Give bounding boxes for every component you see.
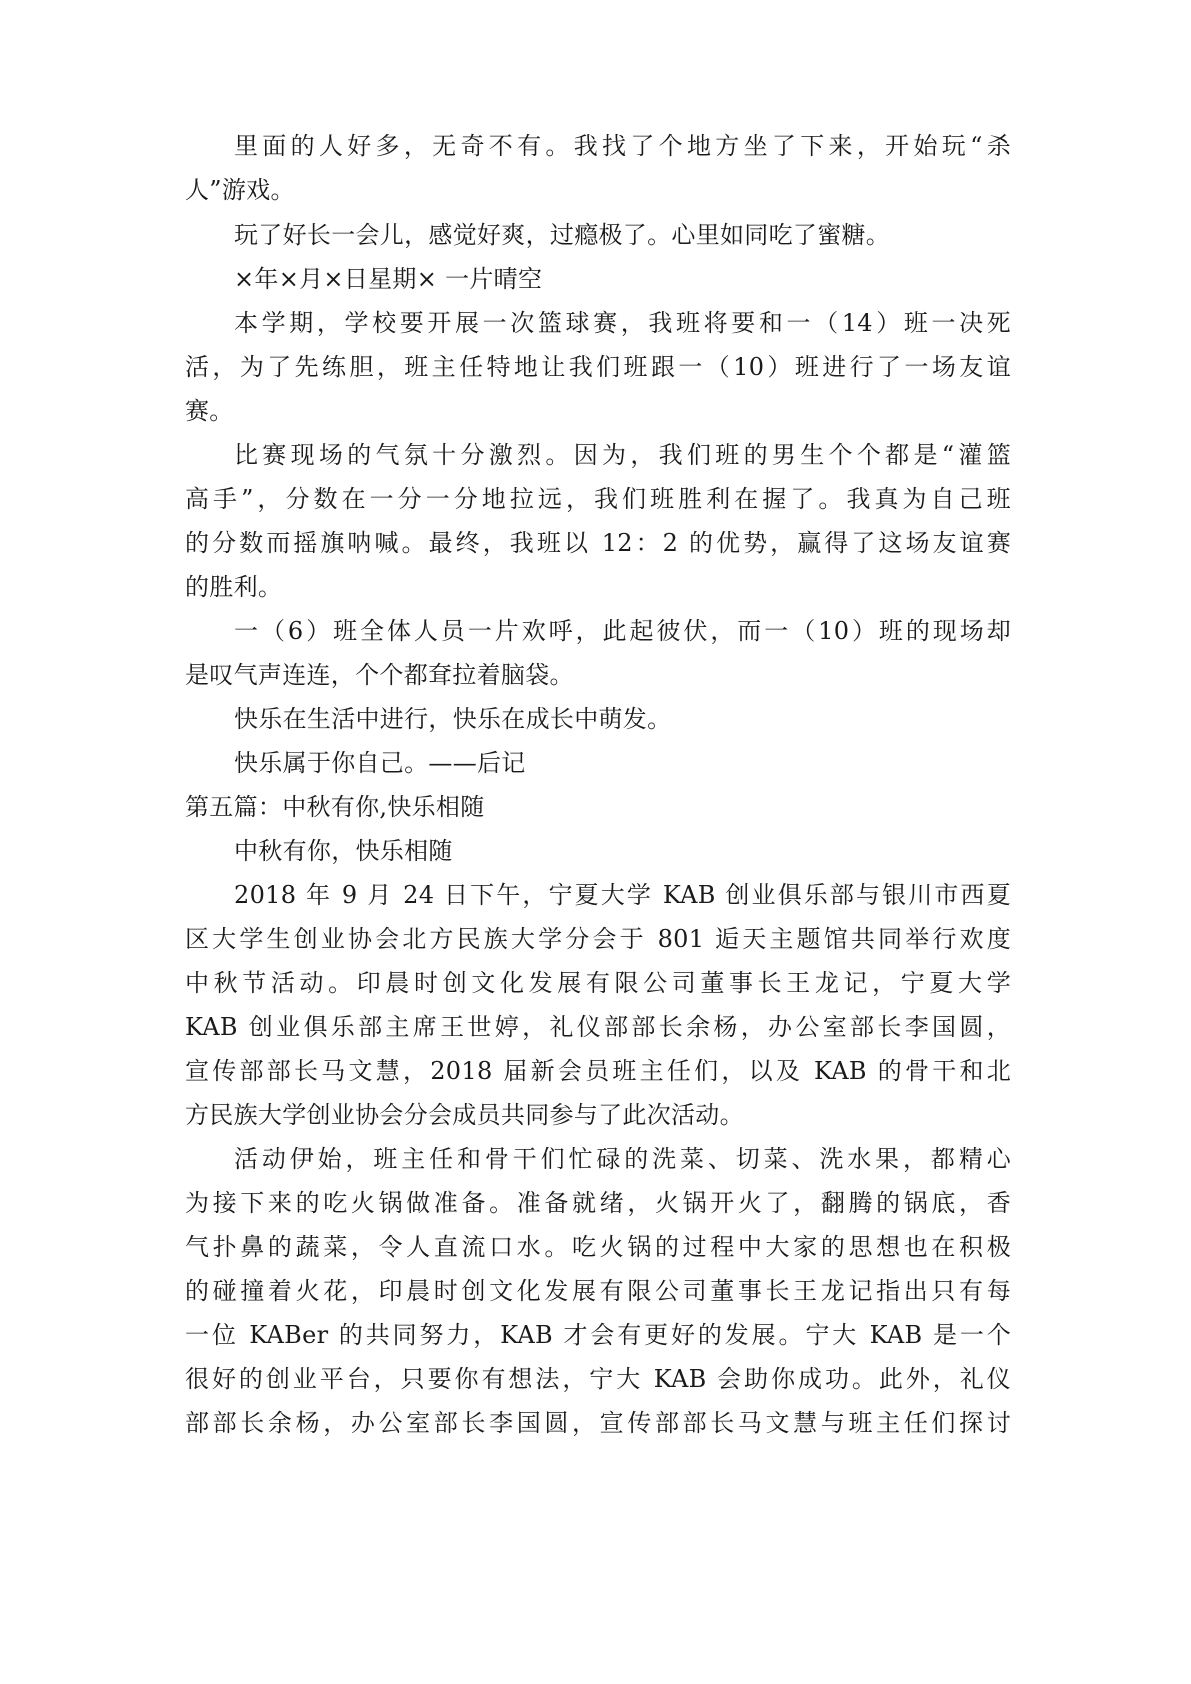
text-line: 玩了好长一会儿，感觉好爽，过瘾极了。心里如同吃了蜜糖。 [234, 221, 891, 249]
text-line: 很好的创业平台，只要你有想法，宁大 KAB 会助你成功。此外，礼仪 [185, 1365, 1011, 1393]
text-line: 快乐属于你自己。——后记 [234, 749, 526, 777]
text-line: 2018 年 9 月 24 日下午，宁夏大学 KAB 创业俱乐部与银川市西夏 [234, 881, 1011, 909]
text-line: 人”游戏。 [185, 176, 295, 204]
text-line: 活，为了先练胆，班主任特地让我们班跟一（10）班进行了一场友谊 [185, 353, 1011, 381]
text-line: 的胜利。 [185, 573, 283, 601]
text-line: 一位 KABer 的共同努力，KAB 才会有更好的发展。宁大 KAB 是一个 [185, 1321, 1011, 1349]
section-heading: 第五篇：中秋有你,快乐相随 [185, 793, 485, 821]
text-line: 的分数而摇旗呐喊。最终，我班以 12：2 的优势，赢得了这场友谊赛 [185, 529, 1011, 557]
text-line: 宣传部部长马文慧，2018 届新会员班主任们，以及 KAB 的骨干和北 [185, 1057, 1011, 1085]
text-line: 一（6）班全体人员一片欢呼，此起彼伏，而一（10）班的现场却 [234, 617, 1011, 645]
text-line: 赛。 [185, 397, 234, 425]
text-line: 快乐在生活中进行，快乐在成长中萌发。 [234, 705, 672, 733]
text-line: 是叹气声连连，个个都耷拉着脑袋。 [185, 661, 574, 689]
article-title: 中秋有你，快乐相随 [234, 837, 453, 865]
text-line: 部部长余杨，办公室部长李国圆，宣传部部长马文慧与班主任们探讨 [185, 1409, 1011, 1437]
text-line: 气扑鼻的蔬菜，令人直流口水。吃火锅的过程中大家的思想也在积极 [185, 1233, 1011, 1261]
text-line: 为接下来的吃火锅做准备。准备就绪，火锅开火了，翻腾的锅底，香 [185, 1189, 1011, 1217]
text-line: 的碰撞着火花，印晨时创文化发展有限公司董事长王龙记指出只有每 [185, 1277, 1011, 1305]
text-line: 高手”，分数在一分一分地拉远，我们班胜利在握了。我真为自己班 [185, 485, 1011, 513]
text-line: 区大学生创业协会北方民族大学分会于 801 逅天主题馆共同举行欢度 [185, 925, 1011, 953]
text-line: 比赛现场的气氛十分激烈。因为，我们班的男生个个都是“灌篮 [234, 441, 1011, 469]
text-line: KAB 创业俱乐部主席王世婷，礼仪部部长余杨，办公室部长李国圆， [185, 1013, 1011, 1041]
date-line: ×年×月×日星期× 一片晴空 [234, 265, 543, 293]
text-line: 活动伊始，班主任和骨干们忙碌的洗菜、切菜、洗水果，都精心 [234, 1145, 1011, 1173]
text-line: 本学期，学校要开展一次篮球赛，我班将要和一（14）班一决死 [234, 309, 1011, 337]
text-line: 里面的人好多，无奇不有。我找了个地方坐了下来，开始玩“杀 [234, 132, 1011, 160]
text-line: 中秋节活动。印晨时创文化发展有限公司董事长王龙记，宁夏大学 [185, 969, 1011, 997]
text-line: 方民族大学创业协会分会成员共同参与了此次活动。 [185, 1101, 744, 1129]
